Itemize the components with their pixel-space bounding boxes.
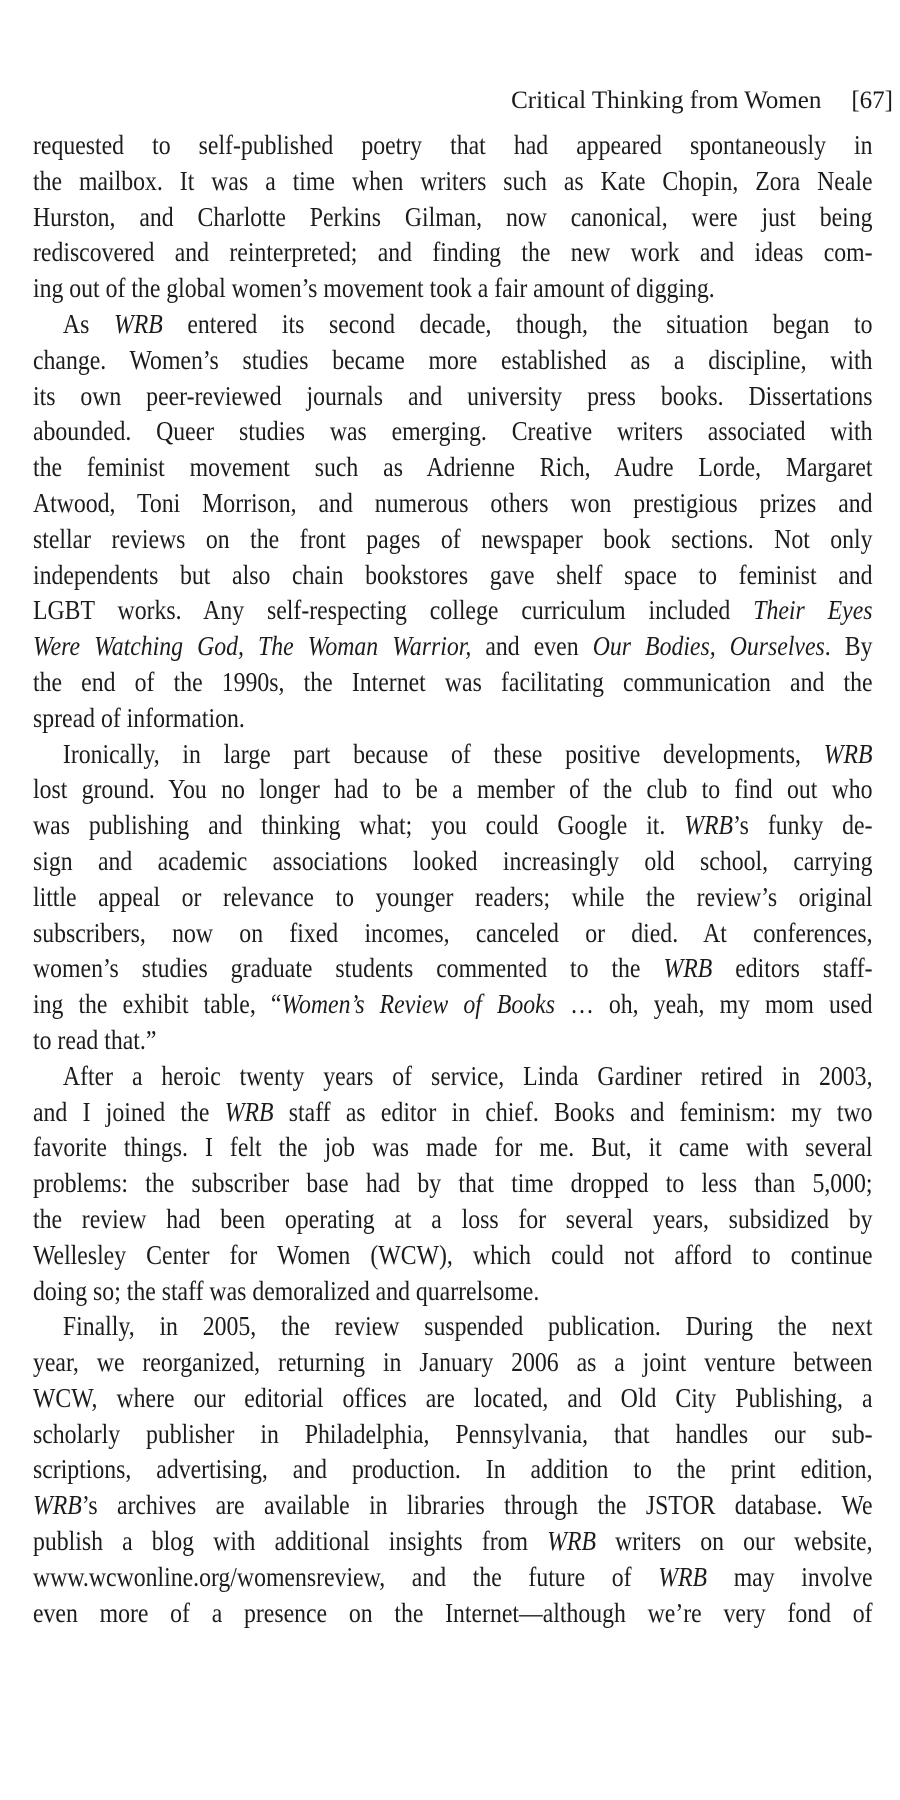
- text-line: [33, 737, 873, 773]
- text-line: [33, 1596, 873, 1632]
- paragraph: [33, 307, 873, 737]
- running-header-title: Critical Thinking from Women: [511, 87, 822, 114]
- text-run: and I joined the: [33, 1096, 225, 1127]
- text-run: … oh, yeah, my mom used: [554, 989, 873, 1020]
- text-line: [33, 343, 873, 379]
- text-run: doing so; the staff was demoralized and quarrelsome.: [33, 1275, 540, 1306]
- text-line: [33, 772, 873, 808]
- text-line: [33, 701, 873, 737]
- paragraph: [33, 737, 873, 1059]
- text-line: [33, 629, 873, 665]
- text-run: scholarly publisher in Philadelphia, Pennsylvania, that handles our sub-: [33, 1418, 873, 1449]
- text-line: [33, 1309, 873, 1345]
- italic-text-run: WRB: [823, 738, 873, 769]
- text-line: [33, 1524, 873, 1560]
- text-run: stellar reviews on the front pages of newspaper book sections. Not only: [33, 523, 873, 554]
- text-line: [33, 1417, 873, 1453]
- text-run: to read that.”: [33, 1024, 157, 1055]
- text-line: [33, 414, 873, 450]
- text-run: As: [62, 308, 114, 339]
- text-run: lost ground. You no longer had to be a member of the club to find out who: [33, 774, 873, 805]
- text-run: Wellesley Center for Women (WCW), which could not afford to continue: [33, 1239, 873, 1270]
- text-line: [33, 486, 873, 522]
- text-run: scriptions, advertising, and production. In addition to the print edition,: [33, 1454, 873, 1485]
- italic-text-run: Their Eyes: [753, 595, 873, 626]
- text-run: abounded. Queer studies was emerging. Creative writers associated with: [33, 416, 873, 447]
- italic-text-run: Our Bodies, Ourselves: [592, 631, 825, 662]
- text-run: independents but also chain bookstores gave shelf space to feminist and: [33, 559, 873, 590]
- italic-text-run: WRB: [663, 953, 713, 984]
- page-number: [67]: [851, 87, 893, 114]
- text-run: requested to self-published poetry that had appeared spontaneously in: [33, 130, 873, 160]
- text-run: Atwood, Toni Morrison, and numerous others won prestigious prizes and: [33, 487, 873, 518]
- text-line: [33, 1452, 873, 1488]
- text-run: ing the exhibit table, “: [33, 989, 282, 1020]
- text-line: [33, 128, 873, 164]
- text-run: publish a blog with additional insights from: [33, 1526, 548, 1557]
- italic-text-run: WRB: [224, 1096, 274, 1127]
- text-line: [33, 1166, 873, 1202]
- text-line: [33, 1238, 873, 1274]
- text-run: the review had been operating at a loss for several years, subsidized by: [33, 1203, 873, 1234]
- text-run: ’s funky de-: [733, 810, 873, 841]
- text-run: the mailbox. It was a time when writers such as Kate Chopin, Zora Neale: [33, 165, 873, 196]
- italic-text-run: WRB: [658, 1561, 708, 1592]
- text-run: year, we reorganized, returning in January 2006 as a joint venture between: [33, 1347, 873, 1378]
- text-run: the end of the 1990s, the Internet was facilitating communication and the: [33, 666, 873, 697]
- text-run: subscribers, now on fixed incomes, canceled or died. At conferences,: [33, 917, 873, 948]
- italic-text-run: WRB: [33, 1490, 82, 1521]
- text-line: [33, 271, 873, 307]
- text-line: [33, 916, 873, 952]
- text-run: . By: [824, 631, 873, 662]
- text-line: [33, 450, 873, 486]
- italic-text-run: Were Watching God, The Woman Warrior,: [33, 631, 472, 662]
- text-run: even more of a presence on the Internet—although we’re very fond of: [33, 1597, 873, 1628]
- text-run: Finally, in 2005, the review suspended publication. During the next: [62, 1311, 873, 1342]
- text-line: [33, 1095, 873, 1131]
- text-line: [33, 200, 873, 236]
- text-run: sign and academic associations looked increasingly old school, carrying: [33, 845, 873, 876]
- text-line: [33, 164, 873, 200]
- text-line: [33, 379, 873, 415]
- text-line: [33, 1023, 873, 1059]
- text-line: [33, 1381, 873, 1417]
- text-line: [33, 880, 873, 916]
- text-run: entered its second decade, though, the situation began to: [162, 308, 873, 339]
- text-line: [33, 307, 873, 343]
- text-line: [33, 1059, 873, 1095]
- text-run: writers on our website,: [595, 1526, 873, 1557]
- text-line: [33, 1202, 873, 1238]
- text-run: little appeal or relevance to younger readers; while the review’s original: [33, 881, 873, 912]
- text-line: [33, 987, 873, 1023]
- text-line: [33, 593, 873, 629]
- italic-text-run: WRB: [113, 308, 163, 339]
- text-line: [33, 558, 873, 594]
- text-line: [33, 951, 873, 987]
- text-run: After a heroic twenty years of service, Linda Gardiner retired in 2003,: [62, 1060, 873, 1091]
- text-line: [33, 844, 873, 880]
- text-block: [33, 128, 873, 1631]
- paragraph: [33, 1309, 873, 1631]
- text-run: ’s archives are available in libraries through the JSTOR database. We: [81, 1490, 873, 1521]
- text-run: may involve: [707, 1561, 873, 1592]
- text-line: [33, 1560, 873, 1596]
- text-run: Hurston, and Charlotte Perkins Gilman, now canonical, were just being: [33, 201, 873, 232]
- text-line: [33, 1130, 873, 1166]
- text-run: rediscovered and reinterpreted; and finding the new work and ideas com-: [33, 237, 873, 268]
- text-run: women’s studies graduate students commented to the: [33, 953, 664, 984]
- text-run: favorite things. I felt the job was made for me. But, it came with several: [33, 1132, 873, 1163]
- paragraph: [33, 128, 873, 307]
- text-run: was publishing and thinking what; you could Google it.: [33, 810, 685, 841]
- text-run: problems: the subscriber base had by that time dropped to less than 5,000;: [33, 1168, 873, 1199]
- text-run: the feminist movement such as Adrienne Rich, Audre Lorde, Margaret: [33, 452, 873, 483]
- text-run: LGBT works. Any self-respecting college curriculum included: [33, 595, 754, 626]
- italic-text-run: Women’s Review of Books: [281, 989, 555, 1020]
- text-run: WCW, where our editorial offices are located, and Old City Publishing, a: [33, 1382, 873, 1413]
- italic-text-run: WRB: [547, 1526, 596, 1557]
- text-run: www.wcwonline.org/womensreview, and the future of: [33, 1561, 659, 1592]
- text-run: staff as editor in chief. Books and feminism: my two: [273, 1096, 873, 1127]
- text-run: change. Women’s studies became more established as a discipline, with: [33, 344, 873, 375]
- running-header: [33, 86, 893, 116]
- text-run: Ironically, in large part because of these positive developments,: [62, 738, 824, 769]
- text-run: ing out of the global women’s movement took a fair amount of digging.: [33, 273, 715, 304]
- text-run: spread of information.: [33, 702, 245, 733]
- text-run: editors staff-: [712, 953, 873, 984]
- text-line: [33, 1345, 873, 1381]
- italic-text-run: WRB: [684, 810, 734, 841]
- text-run: and even: [471, 631, 593, 662]
- text-line: [33, 808, 873, 844]
- paragraph: [33, 1059, 873, 1310]
- text-run: its own peer-reviewed journals and university press books. Dissertations: [33, 380, 873, 411]
- text-line: [33, 1274, 873, 1310]
- text-line: [33, 1488, 873, 1524]
- text-line: [33, 522, 873, 558]
- text-line: [33, 235, 873, 271]
- text-line: [33, 665, 873, 701]
